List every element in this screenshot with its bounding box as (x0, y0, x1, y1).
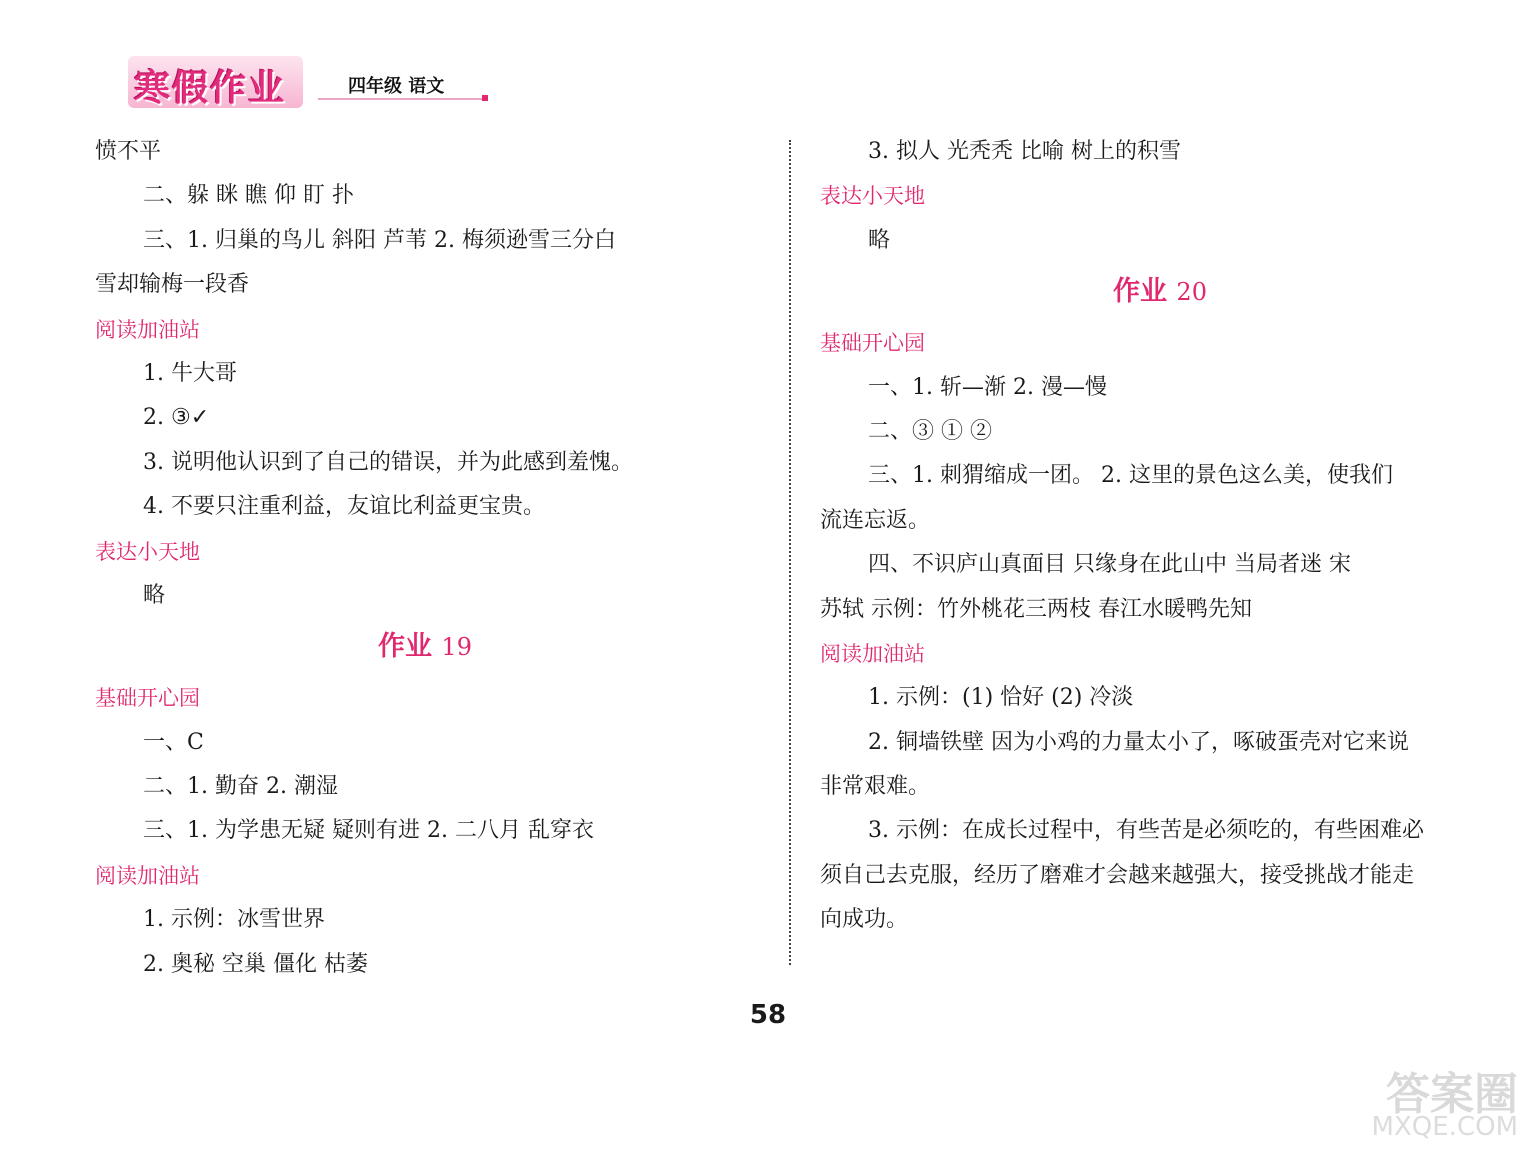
section-heading: 表达小天地 (820, 184, 925, 209)
text-line: 2. 铜墙铁壁 因为小鸡的力量太小了，啄破蛋壳对它来说 (868, 729, 1409, 755)
homework-title (95, 622, 755, 672)
homework-title-label: 作业 (1113, 276, 1168, 308)
section-heading: 表达小天地 (95, 539, 200, 564)
section-heading: 阅读加油站 (95, 317, 200, 342)
left-column (95, 130, 755, 987)
text-line: 流连忘返。 (820, 507, 931, 533)
section-heading: 阅读加油站 (95, 863, 200, 888)
text-line: 一、1. 斩—渐 2. 漫—慢 (868, 374, 1107, 400)
text-line: 雪却输梅一段香 (95, 272, 250, 298)
homework-number: 19 (441, 633, 472, 662)
text-line: 3. 示例：在成长过程中，有些苦是必须吃的，有些困难必 (868, 818, 1424, 844)
text-line: 略 (868, 227, 891, 253)
grade-subject: 四年级 语文 (348, 76, 445, 97)
text-line: 三、1. 为学患无疑 疑则有进 2. 二八月 乱穿衣 (143, 818, 594, 844)
watermark (1308, 1048, 1528, 1148)
text-line: 1. 示例：冰雪世界 (143, 907, 325, 933)
text-line: 四、不识庐山真面目 只缘身在此山中 当局者迷 宋 (868, 552, 1351, 578)
text-line: 须自己去克服，经历了磨难才会越来越强大，接受挑战才能走 (820, 862, 1415, 888)
text-line: 3. 拟人 光秃秃 比喻 树上的积雪 (868, 139, 1181, 164)
text-line: 向成功。 (820, 907, 909, 933)
text-line: 二、躲 眯 瞧 仰 盯 扑 (143, 183, 354, 209)
text-line: 2. 奥秘 空巢 僵化 枯萎 (143, 951, 368, 977)
text-line: 一、C (143, 729, 204, 755)
text-line: 二、1. 勤奋 2. 潮湿 (143, 774, 338, 800)
text-line: 3. 说明他认识到了自己的错误，并为此感到羞愧。 (143, 449, 633, 475)
text-line: 非常艰难。 (820, 774, 931, 800)
text-line: 二、③ ① ② (868, 418, 992, 444)
text-line: 愤不平 (95, 139, 162, 164)
homework-number: 20 (1176, 278, 1207, 307)
text-line: 1. 牛大哥 (143, 360, 237, 386)
watermark-url: MXQE.COM (1371, 1112, 1518, 1142)
text-line: 2. ③✓ (143, 405, 210, 431)
section-heading: 阅读加油站 (820, 641, 925, 666)
homework-title-label: 作业 (378, 631, 433, 663)
text-line: 三、1. 刺猬缩成一团。 2. 这里的景色这么美，使我们 (868, 463, 1393, 489)
text-line: 略 (143, 582, 166, 608)
text-line: 三、1. 归巢的鸟儿 斜阳 芦苇 2. 梅须逊雪三分白 (143, 227, 616, 253)
watermark-logo-text: 答案圈 (1386, 1069, 1518, 1120)
header-underline (318, 98, 483, 100)
homework-title (820, 267, 1500, 317)
page-header (128, 38, 508, 118)
logo-text: 寒假作业 (134, 68, 287, 109)
section-heading: 基础开心园 (95, 686, 200, 711)
right-column (820, 130, 1500, 943)
text-line: 4. 不要只注重利益，友谊比利益更宝贵。 (143, 494, 545, 520)
header-dot (482, 95, 488, 101)
text-line: 1. 示例：(1) 恰好 (2) 冷淡 (868, 685, 1134, 711)
text-line: 苏轼 示例：竹外桃花三两枝 春江水暖鸭先知 (820, 596, 1252, 622)
section-heading: 基础开心园 (820, 331, 925, 356)
page-number: 58 (749, 1000, 787, 1030)
column-divider (789, 140, 791, 965)
